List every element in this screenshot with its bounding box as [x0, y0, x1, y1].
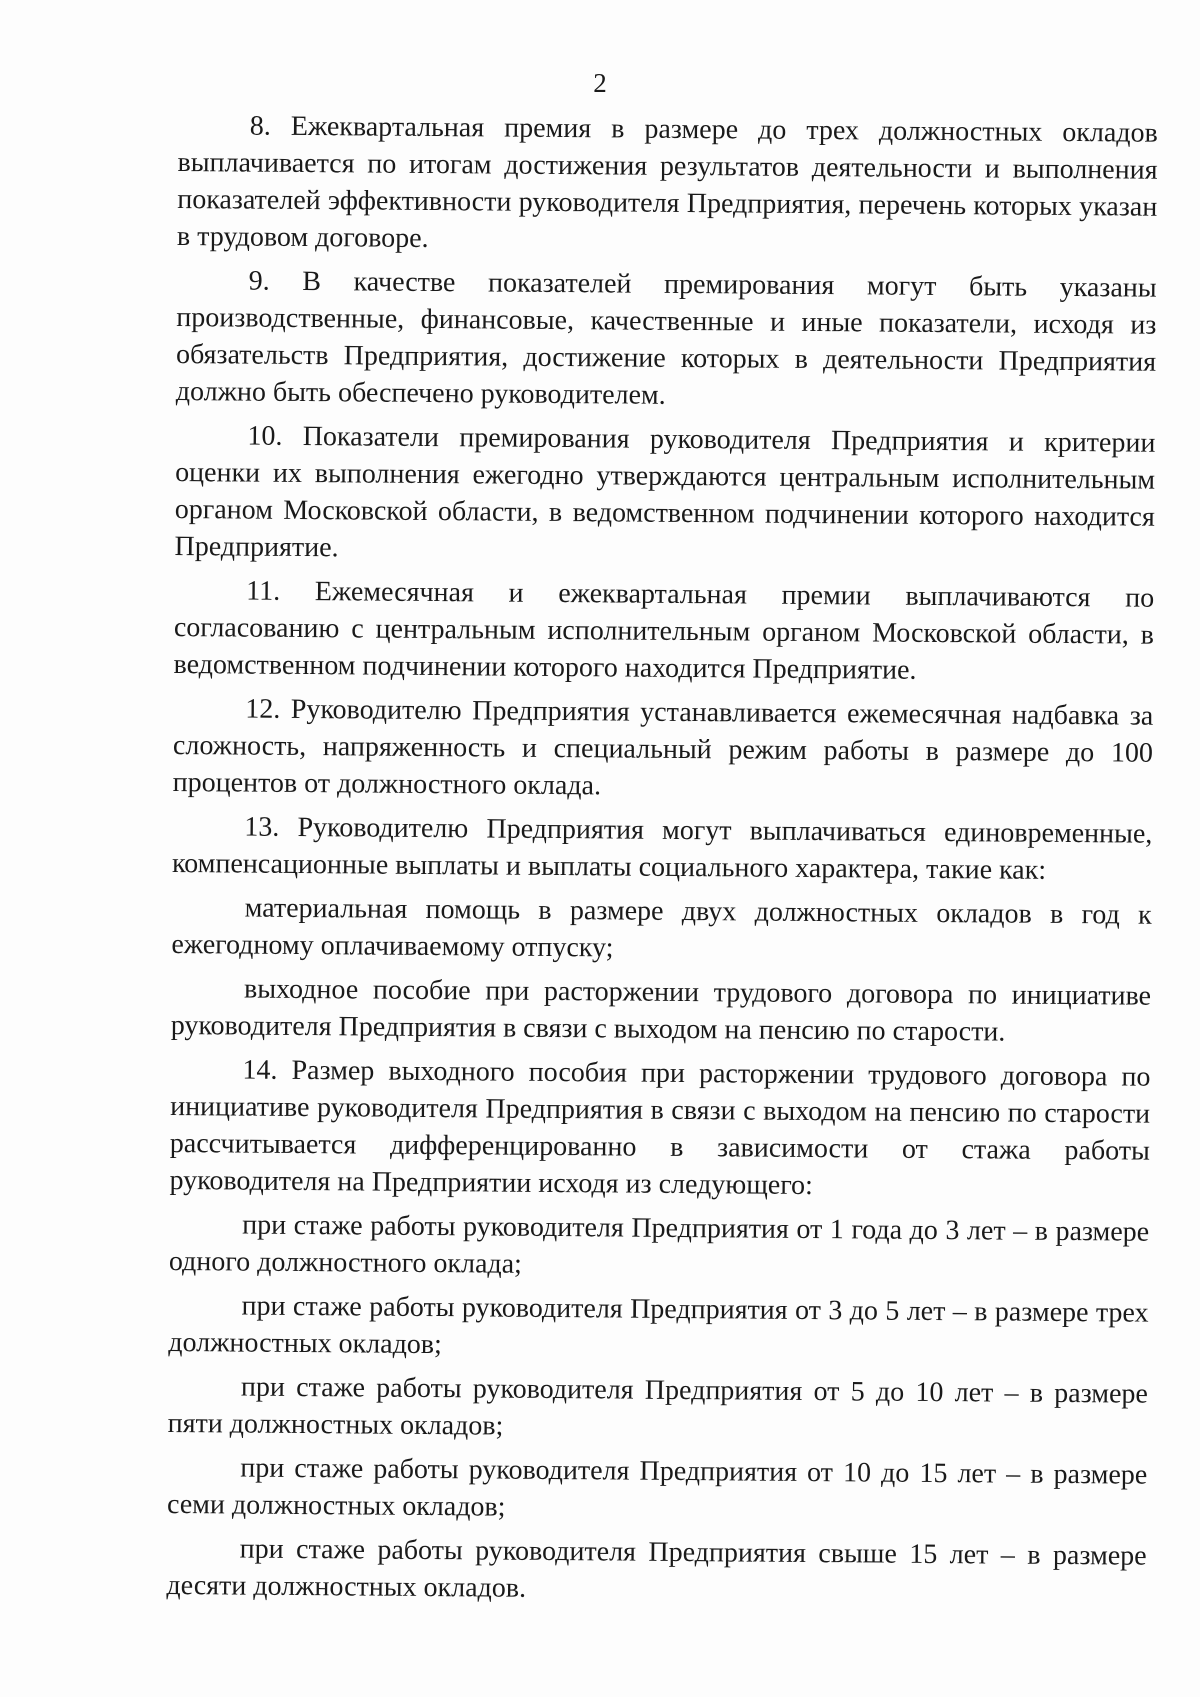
paragraph-14-item-1-3-years: при стаже работы руководителя Предприятия от 1 года до 3 лет – в размере одного должностного оклада; — [168, 1209, 1150, 1280]
document-body — [166, 107, 1158, 1619]
paragraph-9: 9. В качестве показателей премирования могут быть указаны производственные, финансовые, качественные и иные показатели, исходя из обязательств Предприятия, достижение которых в деятельности Предприятия должно быть обеспечено руководителем. — [175, 265, 1157, 411]
paragraph-14-item-10-15-years: при стаже работы руководителя Предприятия от 10 до 15 лет – в размере семи должностных окладов; — [166, 1452, 1148, 1523]
paragraph-14: 14. Размер выходного пособия при расторжении трудового договора по инициативе руководителя Предприятия в связи с выходом на пенсию по старости рассчитывается дифференцированно в зависимости от стажа работы руководителя на Предприятии исходя из следующего: — [169, 1054, 1151, 1202]
paragraph-11: 11. Ежемесячная и ежеквартальная премии выплачиваются по согласованию с центральным исполнительным органом Московской области, в ведомственном подчинении которого находится Предприятие. — [173, 575, 1155, 686]
paragraph-10: 10. Показатели премирования руководителя Предприятия и критерии оценки их выполнения ежегодно утверждаются центральным исполнительным органом Московской области, в ведомственном подчинении которого находится Предприятие. — [174, 420, 1156, 564]
paragraph-14-item-over-15-years: при стаже работы руководителя Предприятия свыше 15 лет – в размере десяти должностных окладов. — [166, 1533, 1147, 1604]
paragraph-13-item-severance: выходное пособие при расторжении трудового договора по инициативе руководителя Предприятия в связи с выходом на пенсию по старости. — [170, 973, 1152, 1048]
paragraph-13-item-material-aid: материальная помощь в размере двух должностных окладов в год к ежегодному оплачиваемому отпуску; — [171, 892, 1152, 964]
paragraph-14-item-3-5-years: при стаже работы руководителя Предприятия от 3 до 5 лет – в размере трех должностных окладов; — [168, 1290, 1149, 1361]
paragraph-8: 8. Ежеквартальная премия в размере до трех должностных окладов выплачивается по итогам достижения результатов деятельности и выполнения показателей эффективности руководителя Предприятия, перечень которых указан в трудовом договоре. — [176, 110, 1158, 254]
paragraph-14-item-5-10-years: при стаже работы руководителя Предприятия от 5 до 10 лет – в размере пяти должностных окладов; — [167, 1371, 1149, 1442]
page-number: 2 — [593, 68, 607, 98]
paragraph-13: 13. Руководителю Предприятия могут выплачиваться единовременные, компенсационные выплаты и выплаты социального характера, такие как: — [171, 811, 1153, 886]
paragraph-12: 12. Руководителю Предприятия устанавливается ежемесячная надбавка за сложность, напряженность и специальный режим работы в размере до 100 процентов от должностного оклада. — [172, 693, 1154, 802]
